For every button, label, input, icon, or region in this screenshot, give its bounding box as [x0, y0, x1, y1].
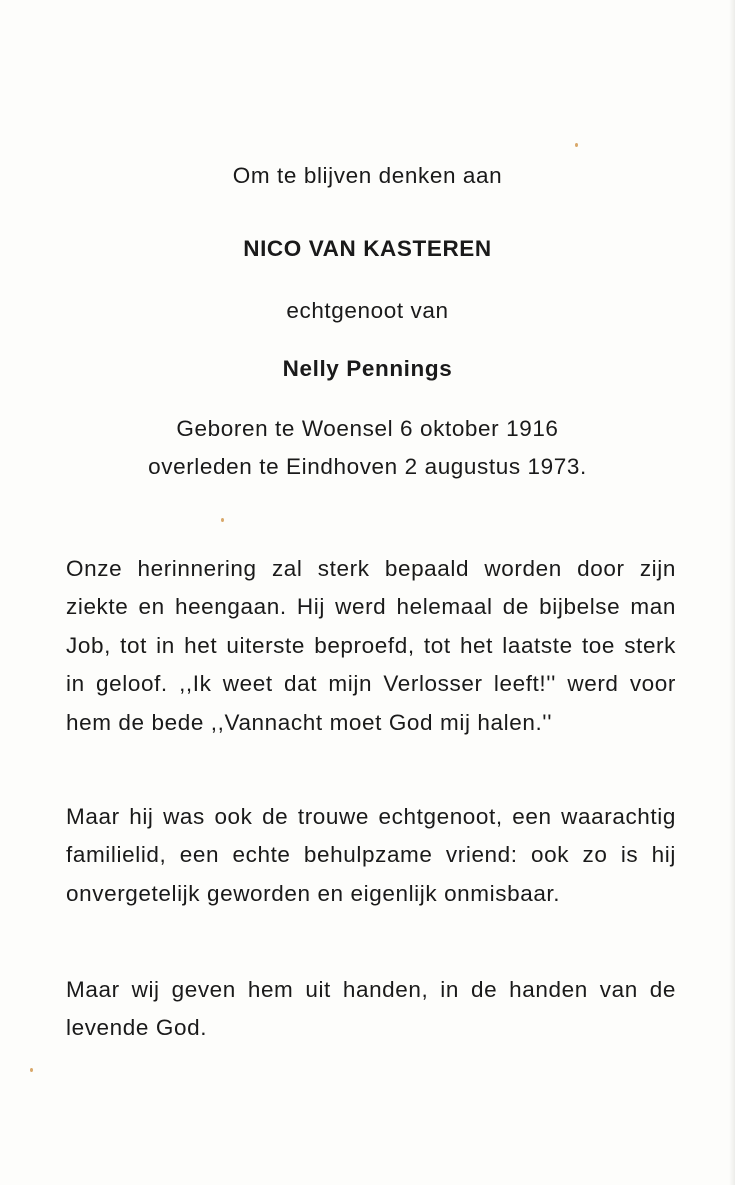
deceased-name: NICO VAN KASTEREN [243, 236, 492, 261]
death-line: overleden te Eindhoven 2 augustus 1973. [148, 454, 587, 479]
paper-speck [575, 143, 578, 147]
paragraph-character: Maar hij was ook de trouwe echtgenoot, een waarachtig familielid, een echte behulpzame vriend: ook zo is hij onvergetelijk geworden en eigenlijk onmisbaar. [66, 804, 676, 906]
paragraph-farewell: Maar wij geven hem uit handen, in de handen van de levende God. [66, 977, 676, 1041]
spouse-name: Nelly Pennings [282, 356, 453, 381]
intro-text: Om te blijven denken aan [232, 163, 503, 188]
card-edge-shadow [729, 0, 735, 1185]
paragraph-remembrance: Onze herinnering zal sterk bepaald worden door zijn ziekte en heengaan. Hij werd helemaal de bijbelse man Job, tot in het uiterste beproefd, tot het laatste toe sterk in geloof. ,,Ik weet dat mijn Verlosser leeft!'' werd voor hem de bede ,,Vannacht moet God mij halen.'' [66, 556, 676, 735]
paper-speck [30, 1068, 33, 1072]
birth-line: Geboren te Woensel 6 oktober 1916 [176, 416, 559, 441]
spouse-label: echtgenoot van [286, 298, 449, 323]
paper-speck [221, 518, 224, 522]
